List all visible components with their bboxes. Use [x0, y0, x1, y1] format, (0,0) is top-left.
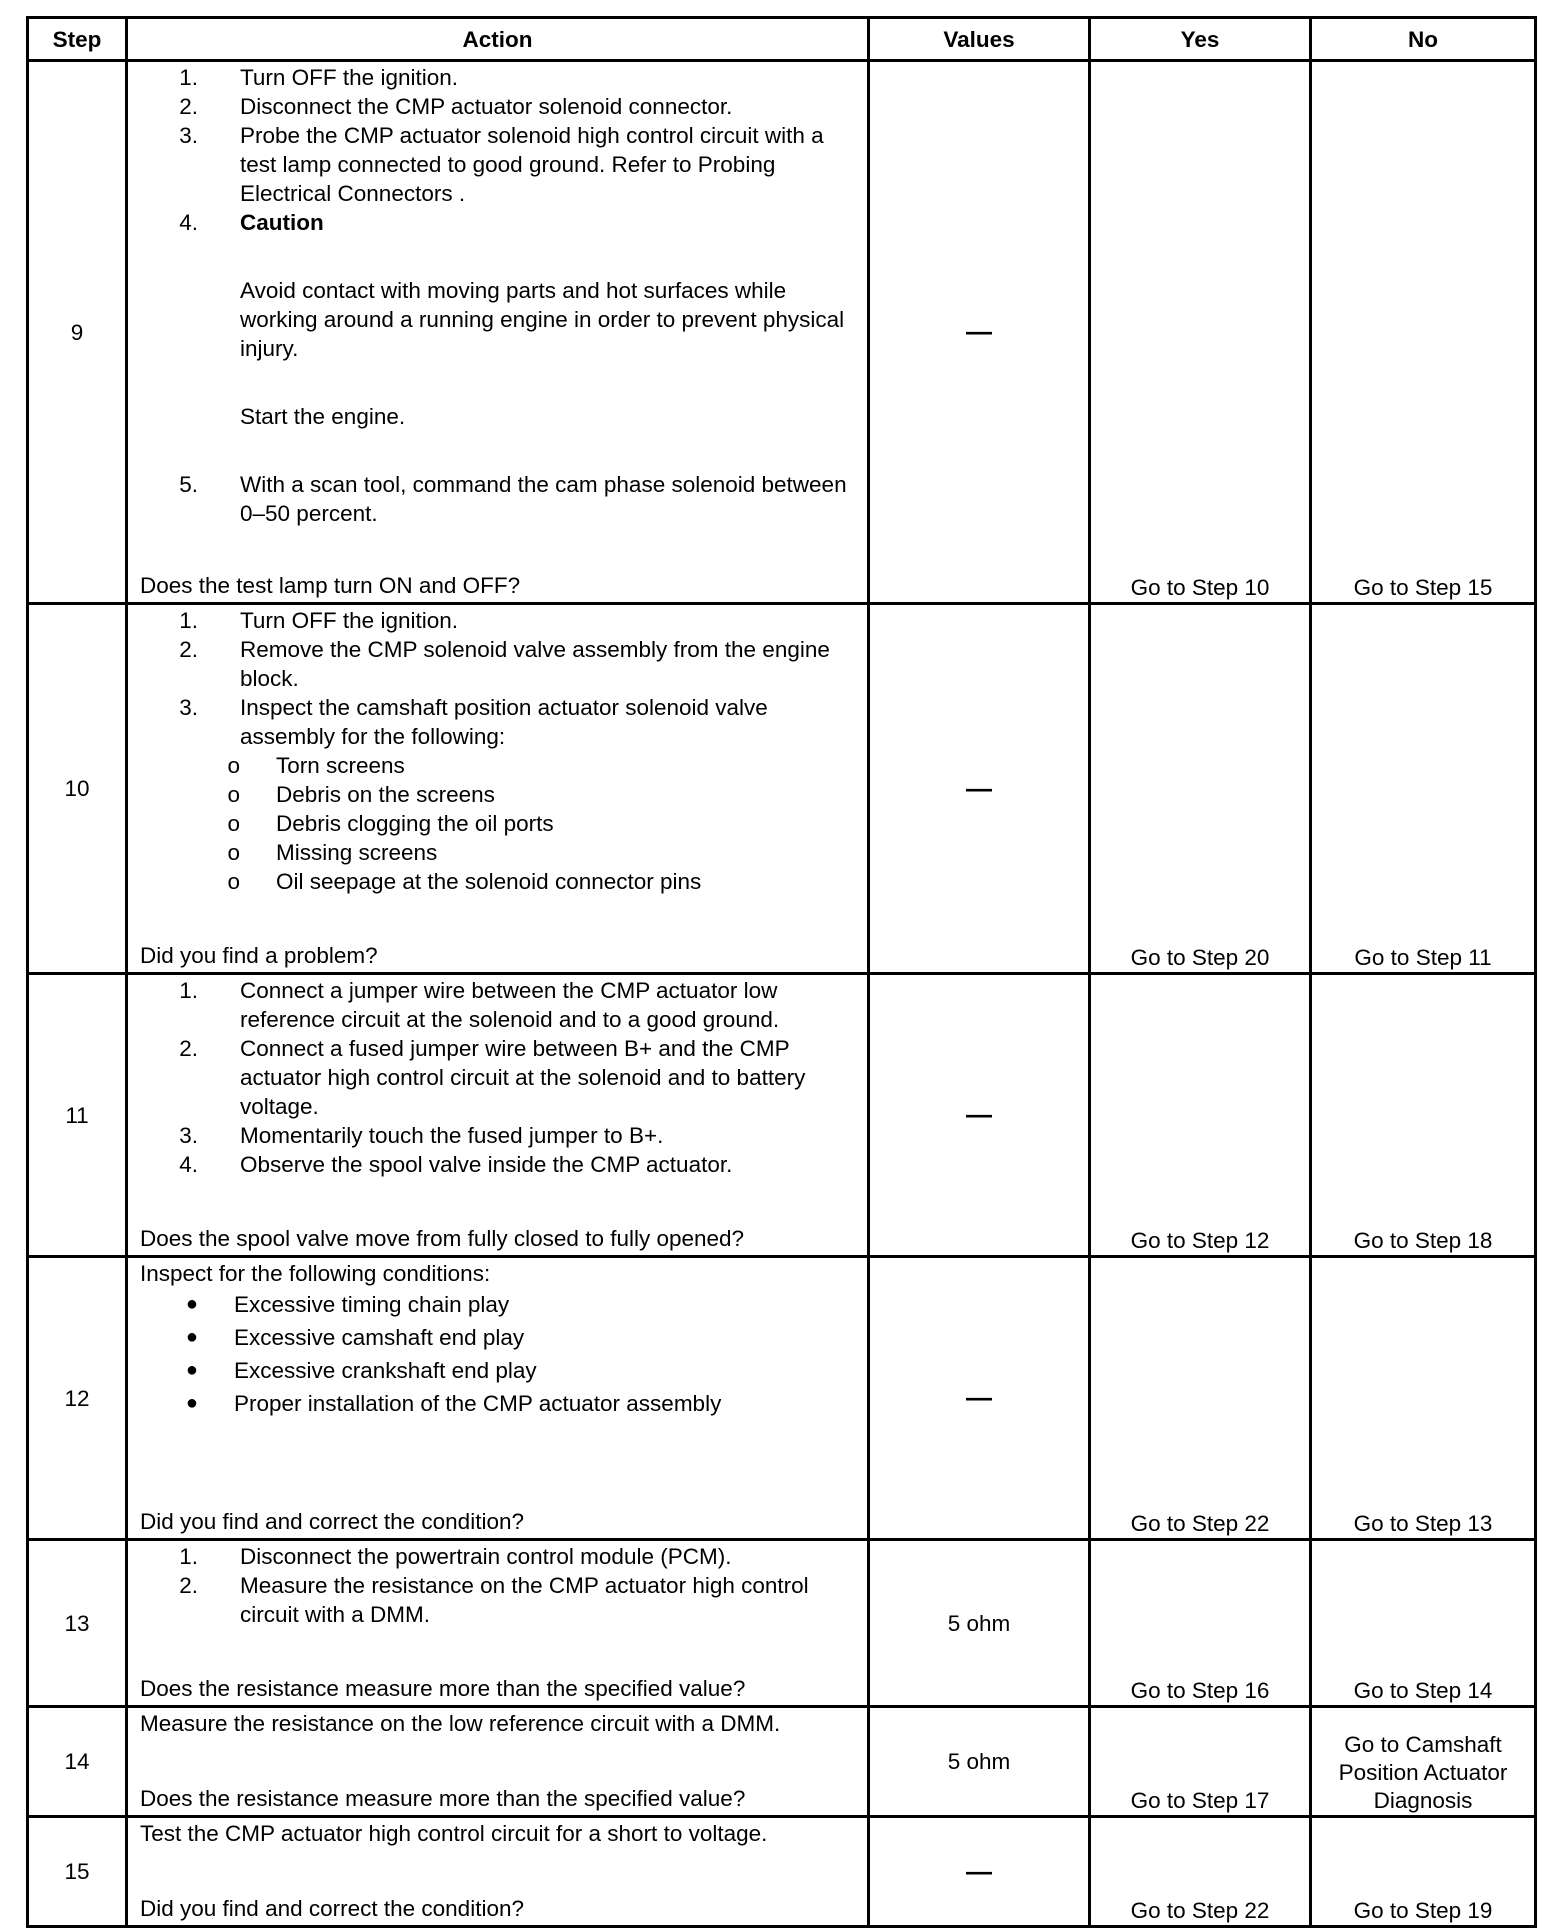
table-row-step-13 [28, 1540, 1536, 1707]
action-cell [127, 1817, 869, 1927]
step-number: 14 [28, 1707, 127, 1817]
table-row-step-9 [28, 61, 1536, 604]
table-row-step-14 [28, 1707, 1536, 1817]
caution-text: Avoid contact with moving parts and hot surfaces while working around a running engine in order to prevent physical injury. [240, 278, 845, 361]
bullet-item: ● Excessive crankshaft end play [185, 1358, 537, 1383]
list-item: 3. Probe the CMP actuator solenoid high control circuit with a test lamp connected to good ground. Refer to Probing Electrical Connectors . [179, 123, 824, 206]
yes-cell: Go to Step 22 [1090, 1257, 1311, 1540]
list-item: 3. Inspect the camshaft position actuator solenoid valve assembly for the following: [179, 695, 768, 749]
bullet-item: ● Proper installation of the CMP actuator assembly [185, 1391, 722, 1416]
table-row-step-11 [28, 974, 1536, 1257]
question-text: Does the resistance measure more than the specified value? [140, 1786, 746, 1811]
header-action: Action [127, 18, 869, 61]
table-row-step-12 [28, 1257, 1536, 1540]
list-item: 5. With a scan tool, command the cam phase solenoid between 0–50 percent. [179, 472, 847, 526]
sub-list-item: o Debris clogging the oil ports [227, 811, 554, 836]
action-cell [127, 1540, 869, 1707]
step-number: 9 [28, 61, 127, 604]
sub-list [140, 751, 855, 896]
header-step: Step [28, 18, 127, 61]
no-cell: Go to Camshaft Position Actuator Diagnosis [1311, 1707, 1536, 1817]
step-number: 12 [28, 1257, 127, 1540]
intro-text: Measure the resistance on the low reference circuit with a DMM. [140, 1711, 781, 1736]
yes-cell: Go to Step 12 [1090, 974, 1311, 1257]
sub-list-item: o Torn screens [227, 753, 405, 778]
step-number: 10 [28, 604, 127, 974]
values-cell: — [869, 61, 1090, 604]
yes-cell: Go to Step 10 [1090, 61, 1311, 604]
no-cell: Go to Step 15 [1311, 61, 1536, 604]
list-item: 3. Momentarily touch the fused jumper to B+. [179, 1123, 664, 1148]
list-item: Start the engine. [240, 404, 406, 429]
list-item: 2. Disconnect the CMP actuator solenoid connector. [179, 94, 733, 119]
action-cell [127, 604, 869, 974]
action-cell [127, 1257, 869, 1540]
list-item: 4. Caution [140, 208, 855, 237]
no-cell: Go to Step 18 [1311, 974, 1536, 1257]
action-cell [127, 61, 869, 604]
list-item: 4. Observe the spool valve inside the CMP actuator. [179, 1152, 733, 1177]
question-text: Does the test lamp turn ON and OFF? [140, 573, 521, 598]
values-cell: — [869, 604, 1090, 974]
question-text: Did you find a problem? [140, 943, 378, 968]
list-item: 2. Connect a fused jumper wire between B+ and the CMP actuator high control circuit at the solenoid and to battery voltage. [179, 1036, 806, 1119]
question-text: Does the spool valve move from fully closed to fully opened? [140, 1226, 745, 1251]
values-cell: — [869, 1817, 1090, 1927]
numbered-list [140, 63, 855, 528]
numbered-list [140, 606, 855, 751]
numbered-list [140, 1542, 855, 1629]
spacer [140, 363, 855, 402]
question-text: Does the resistance measure more than the specified value? [140, 1676, 746, 1701]
no-cell: Go to Step 11 [1311, 604, 1536, 974]
header-yes: Yes [1090, 18, 1311, 61]
table-row-step-15 [28, 1817, 1536, 1927]
values-cell: — [869, 974, 1090, 1257]
step-number: 15 [28, 1817, 127, 1927]
values-cell: 5 ohm [869, 1540, 1090, 1707]
bullet-item: ● Excessive camshaft end play [185, 1325, 525, 1350]
action-cell [127, 974, 869, 1257]
table-row-step-10 [28, 604, 1536, 974]
spacer [140, 237, 855, 276]
header-values: Values [869, 18, 1090, 61]
diagnostic-table [26, 16, 1537, 1928]
bullet-list [140, 1288, 855, 1420]
list-item: 1. Turn OFF the ignition. [179, 608, 459, 633]
yes-cell: Go to Step 17 [1090, 1707, 1311, 1817]
no-cell: Go to Step 13 [1311, 1257, 1536, 1540]
header-row [28, 18, 1536, 61]
step-number: 13 [28, 1540, 127, 1707]
yes-cell: Go to Step 20 [1090, 604, 1311, 974]
values-cell: 5 ohm [869, 1707, 1090, 1817]
list-item: 1. Turn OFF the ignition. [179, 65, 459, 90]
list-item: 1. Connect a jumper wire between the CMP actuator low reference circuit at the solenoid and to a good ground. [179, 978, 780, 1032]
no-cell: Go to Step 19 [1311, 1817, 1536, 1927]
yes-cell: Go to Step 16 [1090, 1540, 1311, 1707]
sub-list-item: o Debris on the screens [227, 782, 495, 807]
intro-text: Test the CMP actuator high control circuit for a short to voltage. [140, 1821, 768, 1846]
sub-list-item: o Oil seepage at the solenoid connector pins [227, 869, 702, 894]
question-text: Did you find and correct the condition? [140, 1509, 524, 1534]
question-text: Did you find and correct the condition? [140, 1896, 524, 1921]
header-no: No [1311, 18, 1536, 61]
spacer [140, 431, 855, 470]
list-item: 2. Remove the CMP solenoid valve assembly from the engine block. [179, 637, 830, 691]
list-item: 2. Measure the resistance on the CMP actuator high control circuit with a DMM. [179, 1573, 809, 1627]
sub-list-item: o Missing screens [227, 840, 438, 865]
caution-heading: Caution [240, 210, 324, 235]
yes-cell: Go to Step 22 [1090, 1817, 1311, 1927]
bullet-item: ● Excessive timing chain play [185, 1292, 510, 1317]
values-cell: — [869, 1257, 1090, 1540]
intro-text: Inspect for the following conditions: [140, 1261, 491, 1286]
action-cell [127, 1707, 869, 1817]
numbered-list [140, 976, 855, 1179]
step-number: 11 [28, 974, 127, 1257]
no-cell: Go to Step 14 [1311, 1540, 1536, 1707]
list-item: 1. Disconnect the powertrain control module (PCM). [179, 1544, 732, 1569]
